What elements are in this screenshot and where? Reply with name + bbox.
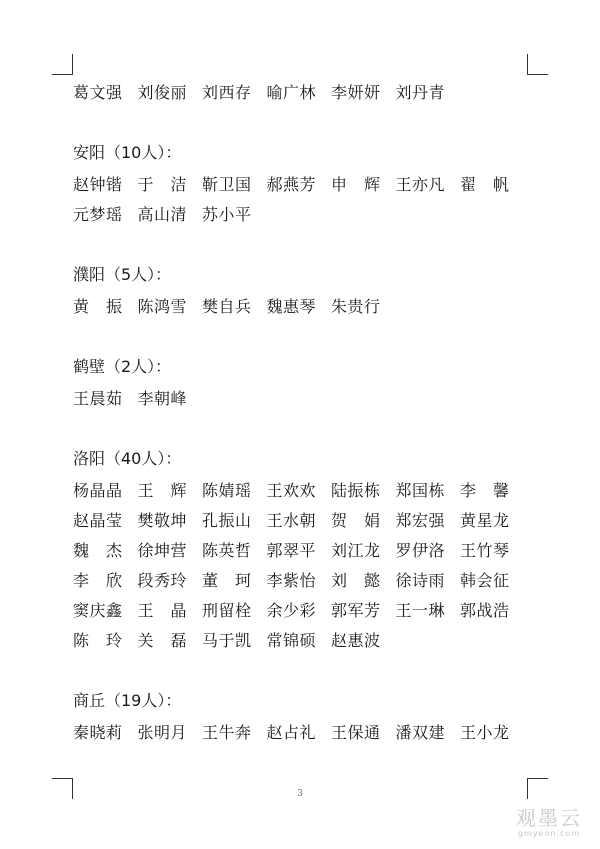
crop-mark-top-left: [52, 54, 73, 75]
person-name: 赵晶莹: [73, 510, 123, 530]
names-row: [73, 198, 543, 228]
region-title: 商丘（19人）：: [73, 691, 182, 710]
person-name: 朱贵行: [331, 296, 381, 316]
person-name: 秦晓莉: [73, 722, 123, 742]
person-name: 陈 玲: [73, 630, 123, 650]
person-name: 郭军芳: [331, 600, 381, 620]
person-name: 郝燕芳: [266, 174, 317, 194]
person-name: 潘双建: [395, 722, 446, 742]
region-group: [73, 260, 543, 320]
person-name: 韩会征: [460, 570, 510, 590]
name-list-content: [73, 76, 543, 746]
person-name: 王一琳: [395, 600, 446, 620]
crop-mark-top-right: [527, 54, 548, 75]
names-row: [73, 504, 543, 534]
person-name: 王水朝: [266, 510, 317, 530]
person-name: 罗伊洛: [395, 540, 446, 560]
person-name: 余少彩: [266, 600, 317, 620]
names-row: [73, 564, 543, 594]
person-name: 李妍妍: [331, 82, 381, 102]
names-row: [73, 290, 543, 320]
person-name: 刘俊丽: [137, 82, 188, 102]
page-number: 3: [297, 789, 303, 799]
region-group: [73, 686, 543, 746]
person-name: 郭翠平: [266, 540, 317, 560]
region-group: [73, 138, 543, 228]
person-name: 樊自兵: [202, 296, 252, 316]
person-name: 刘丹青: [395, 82, 446, 102]
person-name: 董 珂: [202, 570, 252, 590]
person-name: 翟 帆: [460, 174, 510, 194]
person-name: 赵钟锴: [73, 174, 123, 194]
person-name: 杨晶晶: [73, 480, 123, 500]
watermark-text: 观墨云: [516, 806, 582, 830]
person-name: 陈英哲: [202, 540, 252, 560]
person-name: 贺 娟: [331, 510, 381, 530]
watermark-url: gmyeon.com: [517, 829, 581, 838]
person-name: 孔振山: [202, 510, 252, 530]
person-name: 樊敬坤: [137, 510, 188, 530]
person-name: 陈鸿雪: [137, 296, 188, 316]
person-name: 王 晶: [137, 600, 188, 620]
names-row: [73, 168, 543, 198]
region-title: 安阳（10人）：: [73, 143, 182, 162]
person-name: 王欢欢: [266, 480, 317, 500]
names-row: [73, 534, 543, 564]
person-name: 徐坤营: [137, 540, 188, 560]
person-name: 常锦硕: [266, 630, 317, 650]
person-name: 王竹琴: [460, 540, 510, 560]
names-row: [73, 716, 543, 746]
names-row: [73, 474, 543, 504]
person-name: 高山清: [137, 204, 188, 224]
person-name: 马于凯: [202, 630, 252, 650]
person-name: 徐诗雨: [395, 570, 446, 590]
person-name: 郭战浩: [460, 600, 510, 620]
person-name: 靳卫国: [202, 174, 252, 194]
person-name: 郑国栋: [395, 480, 446, 500]
person-name: 张明月: [137, 722, 188, 742]
person-name: 王小龙: [460, 722, 510, 742]
person-name: 郑宏强: [395, 510, 446, 530]
watermark-logo: [516, 802, 582, 838]
person-name: 魏惠琴: [266, 296, 317, 316]
person-name: 陆振栋: [331, 480, 381, 500]
person-name: 段秀玲: [137, 570, 188, 590]
person-name: 刘江龙: [331, 540, 381, 560]
person-name: 赵惠波: [331, 630, 381, 650]
person-name: 申 辉: [331, 174, 381, 194]
person-name: 黄 振: [73, 296, 123, 316]
names-row: [73, 624, 543, 654]
names-row: [73, 594, 543, 624]
person-name: 葛文强: [73, 82, 123, 102]
person-name: 元梦瑶: [73, 204, 123, 224]
person-name: 于 洁: [137, 174, 188, 194]
person-name: 赵占礼: [266, 722, 317, 742]
region-group: [73, 444, 543, 654]
person-name: 喻广林: [266, 82, 317, 102]
region-title: 濮阳（5人）：: [73, 265, 172, 284]
person-name: 刘西存: [202, 82, 252, 102]
person-name: 王亦凡: [395, 174, 446, 194]
region-title: 鹤壁（2人）：: [73, 357, 172, 376]
names-row: [73, 382, 543, 412]
person-name: 陈婧瑶: [202, 480, 252, 500]
person-name: 刘 懿: [331, 570, 381, 590]
person-name: 李 馨: [460, 480, 510, 500]
region-title: 洛阳（40人）：: [73, 449, 182, 468]
person-name: 刑留栓: [202, 600, 252, 620]
person-name: 王 辉: [137, 480, 188, 500]
person-name: 李 欣: [73, 570, 123, 590]
names-row: [73, 76, 543, 106]
region-group: [73, 352, 543, 412]
person-name: 李朝峰: [137, 388, 188, 408]
person-name: 窦庆鑫: [73, 600, 123, 620]
person-name: 黄星龙: [460, 510, 510, 530]
person-name: 李紫怡: [266, 570, 317, 590]
person-name: 王晨茹: [73, 388, 123, 408]
person-name: 关 磊: [137, 630, 188, 650]
person-name: 王牛奔: [202, 722, 252, 742]
region-group: [73, 76, 543, 106]
person-name: 苏小平: [202, 204, 252, 224]
person-name: 王保通: [331, 722, 381, 742]
person-name: 魏 杰: [73, 540, 123, 560]
